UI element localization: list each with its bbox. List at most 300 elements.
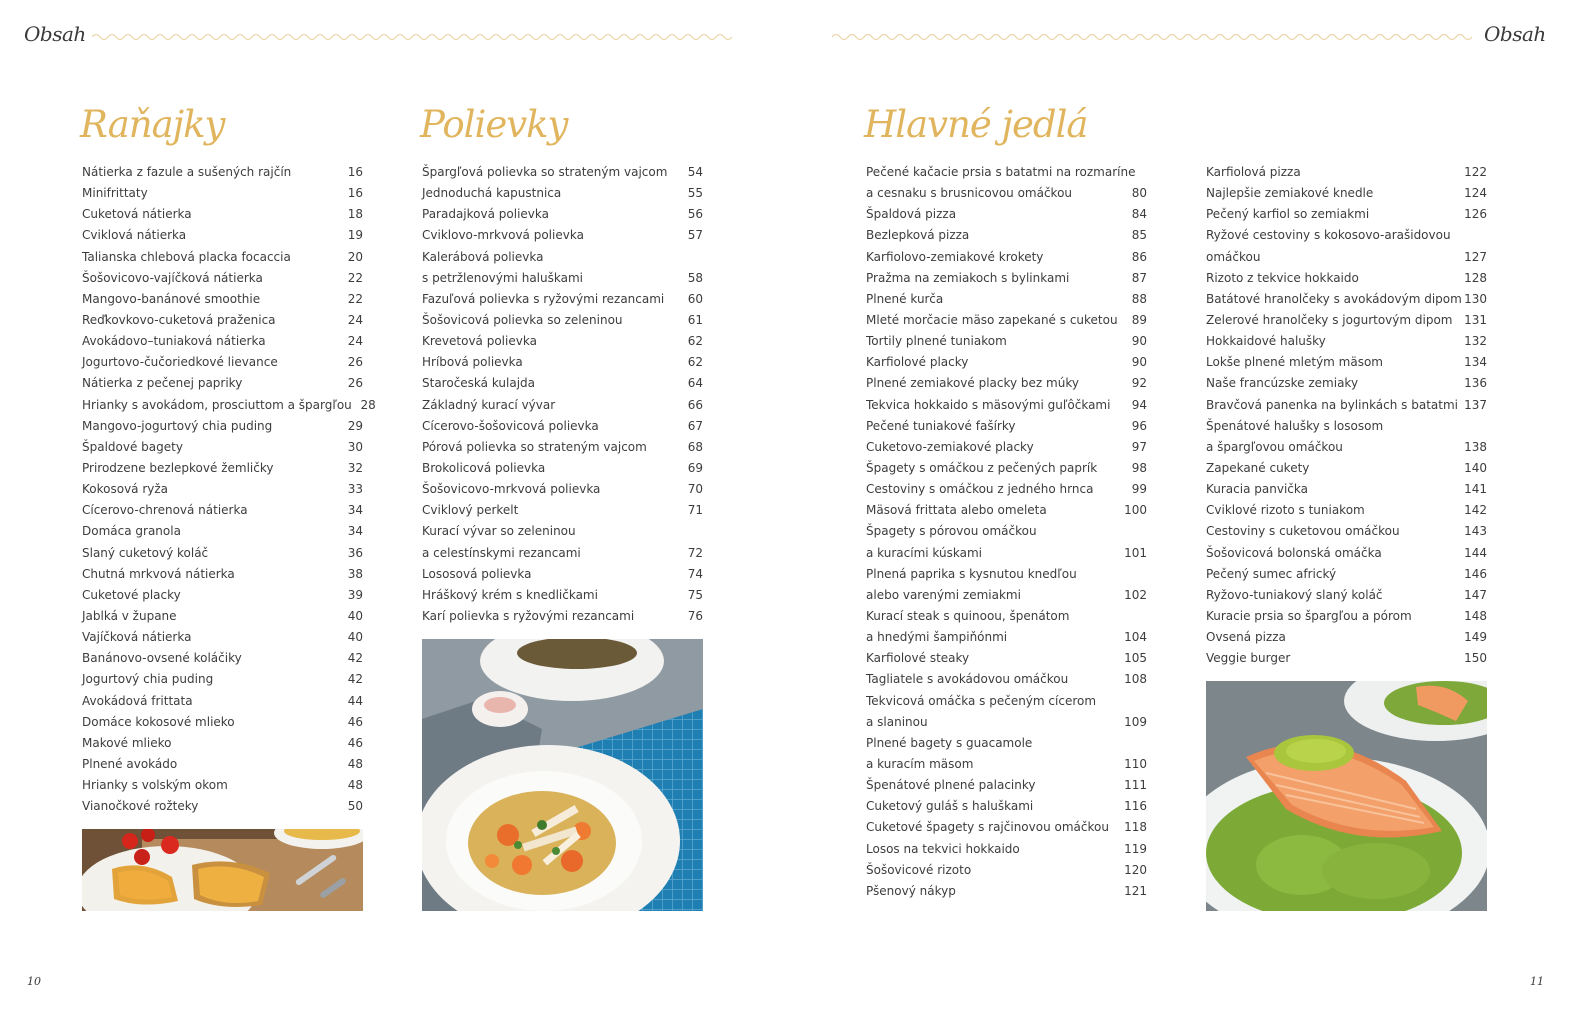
toc-entry-title: Kurací vývar so zeleninou — [422, 524, 576, 539]
toc-entry — [866, 585, 1147, 606]
toc-entry-page: 140 — [1464, 460, 1487, 475]
toc-entry-page: 104 — [1124, 630, 1147, 645]
toc-entry-title: Cviklovo-mrkvová polievka — [422, 228, 584, 243]
toc-entry-page: 102 — [1124, 587, 1147, 602]
toc-entry-page: 94 — [1131, 397, 1147, 412]
toc-entry-page: 130 — [1464, 291, 1487, 306]
toc-entry-title: Karfiolovo-zemiakové krokety — [866, 249, 1044, 264]
toc-entry-title: Hrianky s volským okom — [82, 778, 228, 793]
toc-entry — [866, 310, 1147, 331]
toc-entry-title: Plnená paprika s kysnutou knedľou — [866, 566, 1077, 581]
toc-entry-page: 22 — [347, 270, 363, 285]
toc-entry — [1206, 247, 1487, 268]
toc-entry — [1206, 373, 1487, 394]
toc-entry — [82, 310, 363, 331]
toc-entry-title: Brokolicová polievka — [422, 460, 546, 475]
toc-entry-title: Pečené kačacie prsia s batatmi na rozmaríne — [866, 165, 1136, 179]
toc-entry — [422, 352, 703, 373]
toc-entry-page: 55 — [687, 186, 703, 201]
toc-entry-page: 24 — [347, 312, 363, 327]
toc-entry-title: Plnené zemiakové placky bez múky — [866, 376, 1079, 391]
toc-entry-page: 76 — [687, 608, 703, 623]
toc-entry — [866, 479, 1147, 500]
toc-entry — [866, 627, 1147, 648]
toc-entry-page: 143 — [1464, 524, 1487, 539]
toc-entry-page: 20 — [347, 249, 363, 264]
toc-entry — [866, 437, 1147, 458]
toc-entry-title: s petržlenovými haluškami — [422, 270, 583, 285]
toc-entry-title: Chutná mrkvová nátierka — [82, 566, 235, 581]
toc-entry — [82, 247, 363, 268]
toc-entry-page — [1135, 162, 1159, 183]
toc-entry — [82, 648, 363, 669]
toc-entry — [1206, 606, 1487, 627]
toc-entry — [82, 585, 363, 606]
toc-entry-title: Mäsová frittata alebo omeleta — [866, 503, 1047, 518]
toc-entry-page: 126 — [1464, 207, 1487, 222]
toc-entry — [422, 395, 703, 416]
toc-entry-title: Cestoviny s cuketovou omáčkou — [1206, 524, 1400, 539]
toc-entry-title: Paradajková polievka — [422, 207, 549, 222]
toc-entry-page: 40 — [347, 630, 363, 645]
toc-entry-page: 97 — [1131, 439, 1147, 454]
toc-entry — [866, 754, 1147, 775]
toc-entry-page: 64 — [687, 376, 703, 391]
toc-entry — [422, 479, 703, 500]
toc-entry-page: 60 — [687, 291, 703, 306]
toc-entry-page: 74 — [687, 566, 703, 581]
toc-entry-title: Krevetová polievka — [422, 334, 537, 349]
toc-entry-page: 127 — [1464, 249, 1487, 264]
toc-entry — [82, 479, 363, 500]
toc-entry — [422, 373, 703, 394]
toc-entry-page: 86 — [1131, 249, 1147, 264]
toc-entry-title: Plnené bagety s guacamole — [866, 735, 1033, 750]
toc-entry-title: Špaldová pizza — [866, 207, 957, 222]
toc-entry — [422, 564, 703, 585]
toc-ranajky — [82, 162, 376, 817]
toc-entry-title: Cviklové rizoto s tuniakom — [1206, 503, 1365, 518]
toc-entry-title: Ovsená pizza — [1206, 630, 1286, 645]
toc-entry — [82, 183, 363, 204]
section-title-polievky: Polievky — [420, 103, 568, 146]
header-obsah-left: Obsah — [24, 22, 86, 46]
toc-entry-page: 16 — [347, 165, 363, 179]
toc-entry — [82, 458, 363, 479]
toc-entry-page: 80 — [1131, 186, 1147, 201]
toc-entry-page: 116 — [1124, 799, 1147, 814]
toc-entry — [866, 500, 1147, 521]
page-number-right: 11 — [1530, 975, 1544, 988]
toc-entry-page: 118 — [1124, 820, 1147, 835]
toc-entry — [1206, 395, 1487, 416]
toc-entry-page: 33 — [347, 482, 363, 497]
toc-entry — [1206, 458, 1487, 479]
toc-entry — [1206, 500, 1487, 521]
toc-entry — [866, 521, 1147, 542]
toc-entry-title: Batátové hranolčeky s avokádovým dipom — [1206, 291, 1462, 306]
toc-entry-title: Špargľová polievka so strateným vajcom — [422, 165, 668, 179]
toc-entry — [422, 543, 703, 564]
toc-entry-page: 29 — [347, 418, 363, 433]
toc-entry-page: 57 — [687, 228, 703, 243]
toc-entry-title: Jogurtový chia puding — [82, 672, 214, 687]
toc-entry-page: 150 — [1464, 651, 1487, 666]
toc-entry — [866, 796, 1147, 817]
toc-entry-page: 92 — [1131, 376, 1147, 391]
toc-entry-page: 67 — [687, 418, 703, 433]
toc-entry-title: Kalerábová polievka — [422, 249, 544, 264]
toc-entry — [866, 881, 1147, 902]
toc-entry — [866, 395, 1147, 416]
toc-entry-page: 46 — [347, 714, 363, 729]
toc-entry-title: Karí polievka s ryžovými rezancami — [422, 608, 635, 623]
toc-entry-page: 56 — [687, 207, 703, 222]
toc-entry-page: 50 — [347, 799, 363, 814]
toc-hlavne-col2 — [1206, 162, 1487, 669]
toc-entry-title: Bezlepková pizza — [866, 228, 970, 243]
toc-entry — [422, 606, 703, 627]
toc-entry — [866, 733, 1147, 754]
section-title-ranajky: Raňajky — [80, 103, 225, 146]
toc-entry-page: 39 — [347, 587, 363, 602]
toc-entry — [1206, 225, 1487, 246]
toc-entry-page: 149 — [1464, 630, 1487, 645]
toc-entry — [82, 437, 363, 458]
toc-entry-page: 148 — [1464, 608, 1487, 623]
toc-entry-page: 120 — [1124, 862, 1147, 877]
toc-entry — [1206, 310, 1487, 331]
toc-entry-page: 71 — [687, 503, 703, 518]
toc-entry — [1206, 204, 1487, 225]
toc-entry — [866, 373, 1147, 394]
soup-photo — [422, 639, 703, 911]
toc-entry-page: 105 — [1124, 651, 1147, 666]
toc-entry-title: Staročeská kulajda — [422, 376, 536, 391]
toc-entry — [1206, 183, 1487, 204]
toc-entry-page: 142 — [1464, 503, 1487, 518]
toc-entry — [1206, 268, 1487, 289]
toc-entry — [82, 796, 363, 817]
toc-entry-page — [679, 521, 703, 542]
toc-entry — [82, 627, 363, 648]
toc-entry-title: a cesnaku s brusnicovou omáčkou — [866, 186, 1073, 201]
toc-entry-page — [1123, 564, 1147, 585]
toc-entry-page: 26 — [347, 376, 363, 391]
toc-entry — [866, 669, 1147, 690]
toc-entry-title: Karfiolová pizza — [1206, 165, 1301, 179]
toc-entry — [82, 712, 363, 733]
toc-entry-title: Rizoto z tekvice hokkaido — [1206, 270, 1359, 285]
toc-entry — [422, 310, 703, 331]
toc-entry-page: 58 — [687, 270, 703, 285]
toc-entry-page — [1123, 691, 1147, 712]
toc-entry — [866, 712, 1147, 733]
toc-entry-page: 34 — [347, 524, 363, 539]
toc-entry-title: Banánovo-ovsené koláčiky — [82, 651, 242, 666]
toc-entry — [82, 395, 376, 416]
toc-entry-title: Ryžovo-tuniakový slaný koláč — [1206, 587, 1383, 602]
toc-entry — [422, 585, 703, 606]
toc-entry-page — [1123, 733, 1147, 754]
toc-entry — [866, 860, 1147, 881]
toc-entry-title: Špenátové halušky s lososom — [1206, 418, 1384, 433]
toc-entry-page: 100 — [1124, 503, 1147, 518]
toc-entry-title: Pórová polievka so strateným vajcom — [422, 439, 647, 454]
toc-entry-title: a kuracími kúskami — [866, 545, 982, 560]
toc-entry-page: 108 — [1124, 672, 1147, 687]
toc-entry-title: Nátierka z fazule a sušených rajčín — [82, 165, 292, 179]
toc-entry-page — [1123, 606, 1147, 627]
toc-entry — [866, 606, 1147, 627]
toc-entry-title: Špaldové bagety — [82, 439, 183, 454]
toc-entry — [82, 500, 363, 521]
toc-entry-page: 110 — [1124, 756, 1147, 771]
toc-entry — [82, 669, 363, 690]
toc-entry-title: Cviklová nátierka — [82, 228, 187, 243]
toc-entry-page: 146 — [1464, 566, 1487, 581]
toc-entry-title: Cuketové špagety s rajčinovou omáčkou — [866, 820, 1109, 835]
toc-entry-page: 36 — [347, 545, 363, 560]
toc-entry — [82, 606, 363, 627]
toc-entry — [866, 247, 1147, 268]
toc-entry-title: Tagliatele s avokádovou omáčkou — [866, 672, 1069, 687]
toc-entry-title: Kurací steak s quinoou, špenátom — [866, 608, 1070, 623]
toc-entry-page: 54 — [687, 165, 703, 179]
toc-entry-page — [1123, 521, 1147, 542]
toc-entry — [422, 162, 703, 183]
toc-entry-page: 109 — [1124, 714, 1147, 729]
toc-entry-title: Mangovo-jogurtový chia puding — [82, 418, 273, 433]
toc-entry-title: Makové mlieko — [82, 735, 172, 750]
toc-entry — [866, 268, 1147, 289]
toc-entry-page: 119 — [1124, 841, 1147, 856]
toc-entry — [866, 691, 1147, 712]
toc-entry-page: 16 — [347, 186, 363, 201]
toc-entry-page: 62 — [687, 334, 703, 349]
toc-entry-page — [1463, 225, 1487, 246]
toc-entry-page: 68 — [687, 439, 703, 454]
header-wave-left — [92, 30, 737, 44]
toc-entry-page: 72 — [687, 545, 703, 560]
toc-entry-title: a špargľovou omáčkou — [1206, 439, 1343, 454]
toc-entry-page: 32 — [347, 460, 363, 475]
toc-entry-page: 137 — [1464, 397, 1487, 412]
toc-entry-page: 144 — [1464, 545, 1487, 560]
toc-entry — [422, 204, 703, 225]
toc-entry-page: 24 — [347, 334, 363, 349]
toc-entry-title: a hnedými šampiňónmi — [866, 630, 1008, 645]
toc-entry-page: 48 — [347, 756, 363, 771]
toc-entry-page: 88 — [1131, 291, 1147, 306]
toc-entry-page: 131 — [1464, 312, 1487, 327]
toc-entry-page: 42 — [347, 672, 363, 687]
toc-entry-page: 141 — [1464, 482, 1487, 497]
toc-entry-title: Hráškový krém s knedličkami — [422, 587, 598, 602]
toc-entry-title: Prirodzene bezlepkové žemličky — [82, 460, 274, 475]
toc-entry-page — [1463, 416, 1487, 437]
toc-entry-title: Šošovicová polievka so zeleninou — [422, 312, 623, 327]
toc-entry — [1206, 585, 1487, 606]
toc-entry — [82, 268, 363, 289]
toc-entry-title: Kuracia panvička — [1206, 482, 1308, 497]
toc-entry — [82, 352, 363, 373]
header-obsah-right: Obsah — [1484, 22, 1546, 46]
toc-entry — [866, 543, 1147, 564]
toc-entry — [866, 162, 1147, 183]
toc-entry-page: 69 — [687, 460, 703, 475]
toc-entry-page: 61 — [687, 312, 703, 327]
toc-entry-title: Tekvicová omáčka s pečeným cícerom — [866, 693, 1097, 708]
toc-entry-title: Cuketová nátierka — [82, 207, 192, 222]
toc-entry-page: 134 — [1464, 355, 1487, 370]
toc-entry-title: Pečený sumec africký — [1206, 566, 1337, 581]
toc-entry-title: Šošovicovo-mrkvová polievka — [422, 482, 601, 497]
toc-entry-title: Domáce kokosové mlieko — [82, 714, 235, 729]
toc-entry — [1206, 648, 1487, 669]
toc-entry-title: Hríbová polievka — [422, 355, 523, 370]
toc-entry-title: Jednoduchá kapustnica — [422, 186, 562, 201]
toc-entry-title: Reďkovkovo-cuketová praženica — [82, 312, 276, 327]
toc-entry-title: Šošovicová bolonská omáčka — [1206, 545, 1382, 560]
toc-entry-page: 28 — [360, 397, 376, 412]
toc-entry-title: Losos na tekvici hokkaido — [866, 841, 1020, 856]
toc-entry-title: Najlepšie zemiakové knedle — [1206, 186, 1374, 201]
toc-entry-title: a celestínskymi rezancami — [422, 545, 581, 560]
toc-entry-title: Ryžové cestoviny s kokosovo-arašidovou — [1206, 228, 1451, 243]
toc-entry-page: 26 — [347, 355, 363, 370]
toc-entry — [82, 543, 363, 564]
toc-entry-title: Naše francúzske zemiaky — [1206, 376, 1359, 391]
toc-entry — [422, 437, 703, 458]
toc-entry-title: Cuketovo-zemiakové placky — [866, 439, 1034, 454]
toc-entry — [82, 162, 363, 183]
header-wave-right — [832, 30, 1477, 44]
toc-entry — [866, 775, 1147, 796]
toc-entry — [1206, 437, 1487, 458]
toc-entry — [422, 331, 703, 352]
toc-entry-title: Zapekané cukety — [1206, 460, 1310, 475]
toc-entry-title: Špagety s pórovou omáčkou — [866, 524, 1037, 539]
toc-entry-title: Pečené tuniakové fašírky — [866, 418, 1016, 433]
toc-entry-page: 70 — [687, 482, 703, 497]
right-page — [794, 0, 1587, 1020]
toc-entry-title: Veggie burger — [1206, 651, 1291, 666]
toc-entry-title: Nátierka z pečenej papriky — [82, 376, 243, 391]
toc-entry — [422, 500, 703, 521]
toc-entry — [866, 331, 1147, 352]
toc-entry-title: Avokádovo–tuniaková nátierka — [82, 334, 266, 349]
toc-entry — [82, 691, 363, 712]
toc-entry-title: Bravčová panenka na bylinkách s batatmi — [1206, 397, 1458, 412]
toc-entry-page: 121 — [1124, 883, 1147, 898]
toc-entry-title: Šošovicové rizoto — [866, 862, 972, 877]
toc-entry — [1206, 543, 1487, 564]
toc-entry-title: Lokše plnené mletým mäsom — [1206, 355, 1383, 370]
toc-entry — [866, 183, 1147, 204]
toc-entry-page: 132 — [1464, 334, 1487, 349]
toc-entry-page: 124 — [1464, 186, 1487, 201]
toc-entry-title: Kuracie prsia so špargľou a pórom — [1206, 608, 1412, 623]
toc-entry — [82, 225, 363, 246]
toc-entry-page: 136 — [1464, 376, 1487, 391]
toc-entry — [1206, 162, 1487, 183]
toc-entry-title: Talianska chlebová placka focaccia — [82, 249, 291, 264]
toc-entry-title: Karfiolové steaky — [866, 651, 970, 666]
toc-entry-title: Minifrittaty — [82, 186, 148, 201]
toc-entry-title: Kokosová ryža — [82, 482, 169, 497]
toc-entry-page: 90 — [1131, 355, 1147, 370]
toc-entry-page: 111 — [1124, 778, 1147, 793]
toc-entry-page: 128 — [1464, 270, 1487, 285]
toc-entry-title: Mleté morčacie mäso zapekané s cuketou — [866, 312, 1118, 327]
toc-entry-title: a kuracím mäsom — [866, 756, 974, 771]
toc-entry — [82, 331, 363, 352]
toc-entry-page: 30 — [347, 439, 363, 454]
toc-entry — [82, 733, 363, 754]
toc-entry — [82, 416, 363, 437]
toc-entry-title: Mangovo-banánové smoothie — [82, 291, 261, 306]
toc-entry-page — [679, 247, 703, 268]
toc-entry-title: Plnené kurča — [866, 291, 944, 306]
toc-entry-title: Plnené avokádo — [82, 756, 178, 771]
toc-entry-page: 66 — [687, 397, 703, 412]
toc-entry-page: 18 — [347, 207, 363, 222]
toc-entry-page: 90 — [1131, 334, 1147, 349]
salmon-photo — [1206, 681, 1487, 911]
toc-entry-title: Cuketové placky — [82, 587, 181, 602]
toc-entry — [82, 754, 363, 775]
toc-entry — [82, 289, 363, 310]
toc-entry-page: 89 — [1131, 312, 1147, 327]
toc-entry-page: 98 — [1131, 460, 1147, 475]
toc-entry-title: Základný kurací vývar — [422, 397, 556, 412]
toc-entry-title: Lososová polievka — [422, 566, 532, 581]
toc-entry-title: Vajíčková nátierka — [82, 630, 192, 645]
toc-entry-title: Zelerové hranolčeky s jogurtovým dipom — [1206, 312, 1453, 327]
toc-entry-page: 75 — [687, 587, 703, 602]
toc-entry — [1206, 479, 1487, 500]
toc-entry — [866, 204, 1147, 225]
toc-entry — [82, 204, 363, 225]
toc-entry-page: 147 — [1464, 587, 1487, 602]
toc-entry-title: Špenátové plnené palacinky — [866, 778, 1036, 793]
toc-entry — [422, 225, 703, 246]
toc-entry-page: 85 — [1131, 228, 1147, 243]
toc-entry-page: 46 — [347, 735, 363, 750]
toc-entry-title: Pražma na zemiakoch s bylinkami — [866, 270, 1070, 285]
toc-entry-page: 34 — [347, 503, 363, 518]
breakfast-photo — [82, 829, 363, 911]
toc-entry — [82, 521, 363, 542]
toc-entry — [866, 352, 1147, 373]
toc-entry-page: 87 — [1131, 270, 1147, 285]
toc-entry — [1206, 564, 1487, 585]
toc-entry-title: Cícerovo-chrenová nátierka — [82, 503, 248, 518]
toc-entry-title: Vianočkové rožteky — [82, 799, 199, 814]
toc-entry — [1206, 289, 1487, 310]
toc-entry-title: alebo varenými zemiakmi — [866, 587, 1021, 602]
toc-entry-page: 40 — [347, 608, 363, 623]
toc-entry-title: omáčkou — [1206, 249, 1261, 264]
toc-entry-title: Jogurtovo-čučoriedkové lievance — [82, 355, 278, 370]
toc-entry-title: Avokádová frittata — [82, 693, 193, 708]
toc-entry-title: Tekvica hokkaido s mäsovými guľôčkami — [866, 397, 1111, 412]
toc-entry-title: Pečený karfiol so zemiakmi — [1206, 207, 1370, 222]
toc-entry — [1206, 416, 1487, 437]
toc-entry-page: 96 — [1131, 418, 1147, 433]
toc-entry — [422, 416, 703, 437]
